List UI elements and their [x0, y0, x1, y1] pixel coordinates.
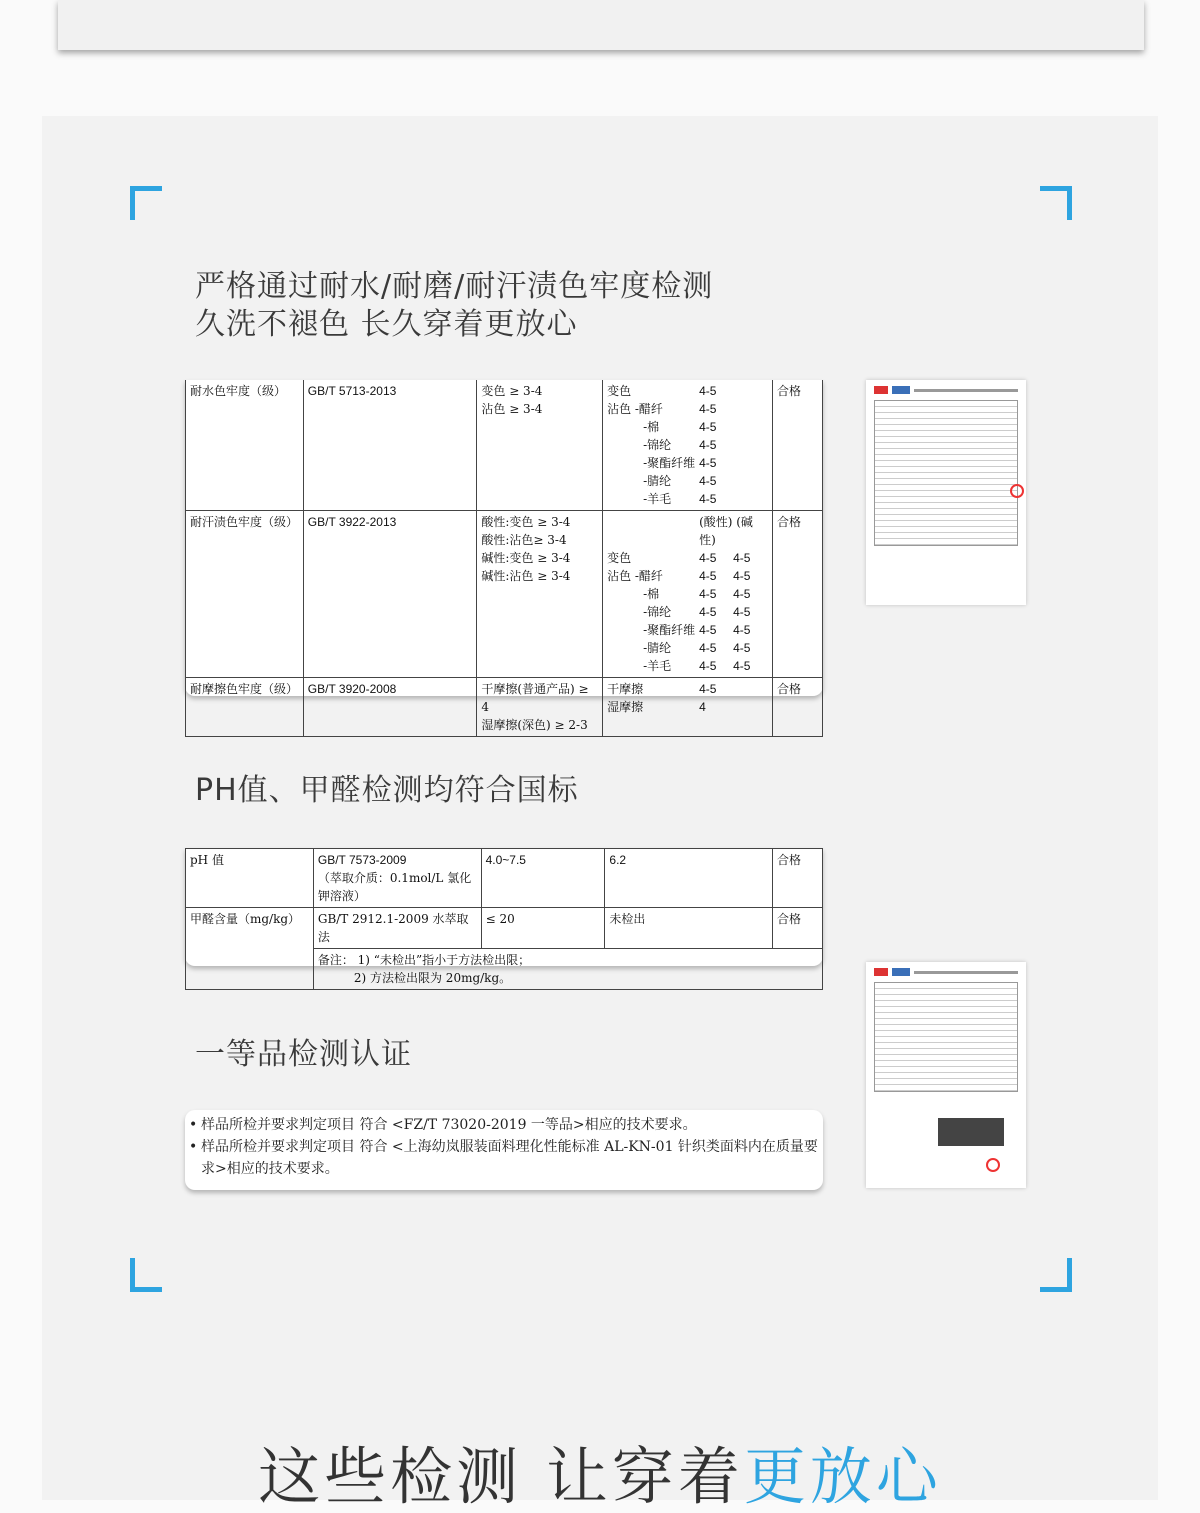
bottom-slogan	[0, 1442, 1200, 1512]
result-value: 4-5	[699, 456, 717, 470]
requirement: 酸性:沾色≥ 3-4	[481, 533, 567, 547]
result-line	[607, 549, 768, 567]
corner-bracket-top-right	[1040, 186, 1072, 220]
requirement: 碱性:沾色 ≥ 3-4	[481, 569, 571, 583]
test-item-name: 甲醛含量（mg/kg）	[186, 908, 314, 990]
requirement: ≤ 20	[481, 908, 605, 949]
seal-icon	[1010, 484, 1024, 498]
result-label: 沾色 -醋纤	[607, 569, 663, 583]
slogan-accent: 更放心	[743, 1440, 942, 1513]
requirement: 变色 ≥ 3-4	[481, 384, 543, 398]
fabric-sample-photo	[938, 1118, 1004, 1146]
verdict: 合格	[773, 511, 823, 678]
test-standard: GB/T 5713-2013	[303, 380, 477, 511]
chemical-table-card	[185, 848, 823, 985]
corner-bracket-bottom-right	[1040, 1258, 1072, 1292]
test-item-name: 耐汗渍色牢度（级）	[186, 511, 304, 678]
result-value: 4-5	[699, 569, 717, 583]
requirement: 干摩擦(普通产品) ≥ 4	[481, 682, 589, 714]
requirement: 沾色 ≥ 3-4	[481, 402, 543, 416]
slogan-main: 这些检测 让穿着	[258, 1440, 744, 1513]
result-value: 4-5	[733, 605, 751, 619]
result-label: -聚酯纤维	[643, 623, 696, 637]
result-line	[607, 490, 768, 508]
test-standard: GB/T 2912.1-2009 水萃取法	[313, 908, 481, 949]
verdict: 合格	[773, 849, 823, 908]
result-value: 4-5	[699, 623, 717, 637]
requirement: 酸性:变色 ≥ 3-4	[481, 515, 571, 529]
requirement: 碱性:变色 ≥ 3-4	[481, 551, 571, 565]
grade-card	[185, 1110, 823, 1190]
result-value: 4-5	[699, 587, 717, 601]
grade-list	[185, 1110, 823, 1184]
result-line	[607, 567, 768, 585]
result-label: -腈纶	[643, 641, 672, 655]
top-card	[58, 0, 1144, 50]
heading-ph: PH值、甲醛检测均符合国标	[195, 773, 579, 808]
result-line	[607, 454, 768, 472]
result-line	[607, 436, 768, 454]
result-label: -棉	[643, 587, 660, 601]
result-value: 4-5	[733, 659, 751, 673]
result-label: 沾色 -醋纤	[607, 402, 663, 416]
chemical-table	[185, 848, 823, 990]
result-label: -羊毛	[643, 492, 672, 506]
requirement: 湿摩擦(深色) ≥ 2-3	[481, 718, 588, 732]
result-value: 4-5	[699, 492, 717, 506]
result-column-head: (酸性) (碱性)	[699, 515, 753, 547]
table-row	[186, 849, 823, 908]
test-item-name: 耐水色牢度（级）	[186, 380, 304, 511]
seal-icon	[986, 1158, 1000, 1172]
result-line	[607, 382, 768, 400]
heading-fastness-line1: 严格通过耐水/耐磨/耐汗渍色牢度检测	[195, 269, 714, 304]
test-standard: GB/T 3920-2008	[303, 678, 477, 737]
result-line	[607, 680, 768, 698]
result-line	[607, 657, 768, 675]
result-value: 4-5	[733, 569, 751, 583]
result-value: 4-5	[733, 623, 751, 637]
result-line	[607, 400, 768, 418]
result-line	[607, 639, 768, 657]
result-label: 湿摩擦	[607, 700, 644, 714]
result-value: 4-5	[699, 551, 717, 565]
remark-line: 2) 方法检出限为 20mg/kg。	[353, 971, 512, 985]
result-value: 4	[699, 700, 706, 714]
test-standard-note: （萃取介质：0.1mol/L 氯化钾溶液）	[317, 871, 472, 903]
result-value: 4-5	[699, 384, 717, 398]
result-label: -锦纶	[643, 605, 672, 619]
table-row	[186, 380, 823, 511]
table-row	[186, 511, 823, 678]
result-value: 4-5	[699, 641, 717, 655]
verdict: 合格	[773, 380, 823, 511]
result-value: 4-5	[733, 551, 751, 565]
result-value: 4-5	[699, 682, 717, 696]
result-label: -棉	[643, 420, 660, 434]
table-row	[186, 908, 823, 949]
result-line	[607, 621, 768, 639]
test-item-name: pH 值	[186, 849, 314, 908]
corner-bracket-bottom-left	[130, 1258, 162, 1292]
corner-bracket-top-left	[130, 186, 162, 220]
result-line	[607, 472, 768, 490]
result-line	[607, 418, 768, 436]
result-label: 干摩擦	[607, 682, 644, 696]
requirement: 4.0~7.5	[481, 849, 605, 908]
result-line	[607, 698, 768, 716]
heading-fastness-line2: 久洗不褪色 长久穿着更放心	[195, 307, 578, 342]
list-item: • 样品所检并要求判定项目 符合 <上海幼岚服装面料理化性能标准 AL-KN-01 针织类面料内在质量要求>相应的技术要求。	[187, 1136, 821, 1180]
remark-line: 备注： 1) “未检出”指小于方法检出限；	[317, 953, 531, 967]
result-value: 4-5	[699, 605, 717, 619]
result-label: -锦纶	[643, 438, 672, 452]
test-standard: GB/T 7573-2009	[317, 853, 407, 867]
result-value: 6.2	[605, 849, 773, 908]
heading-grade: 一等品检测认证	[195, 1037, 412, 1072]
result-label: -羊毛	[643, 659, 672, 673]
test-standard: GB/T 3922-2013	[303, 511, 477, 678]
test-item-name: 耐摩擦色牢度（级）	[186, 678, 304, 737]
result-label: 变色	[607, 384, 632, 398]
result-label: -聚酯纤维	[643, 456, 696, 470]
result-value: 未检出	[605, 908, 773, 949]
result-line	[607, 585, 768, 603]
table-row	[186, 678, 823, 737]
result-value: 4-5	[733, 641, 751, 655]
list-item: • 样品所检并要求判定项目 符合 <FZ/T 73020-2019 一等品>相应的技术要求。	[187, 1114, 821, 1136]
verdict: 合格	[773, 678, 823, 737]
result-label: 变色	[607, 551, 632, 565]
result-value: 4-5	[699, 402, 717, 416]
result-value: 4-5	[699, 438, 717, 452]
fastness-table	[185, 380, 823, 737]
fastness-table-card	[185, 380, 823, 732]
result-label: -腈纶	[643, 474, 672, 488]
test-report-thumbnail	[866, 962, 1026, 1188]
result-value: 4-5	[699, 420, 717, 434]
result-value: 4-5	[733, 587, 751, 601]
heading-fastness	[195, 268, 713, 344]
verdict: 合格	[773, 908, 823, 949]
test-report-thumbnail	[866, 380, 1026, 605]
result-value: 4-5	[699, 474, 717, 488]
result-value: 4-5	[699, 659, 717, 673]
result-line	[607, 603, 768, 621]
